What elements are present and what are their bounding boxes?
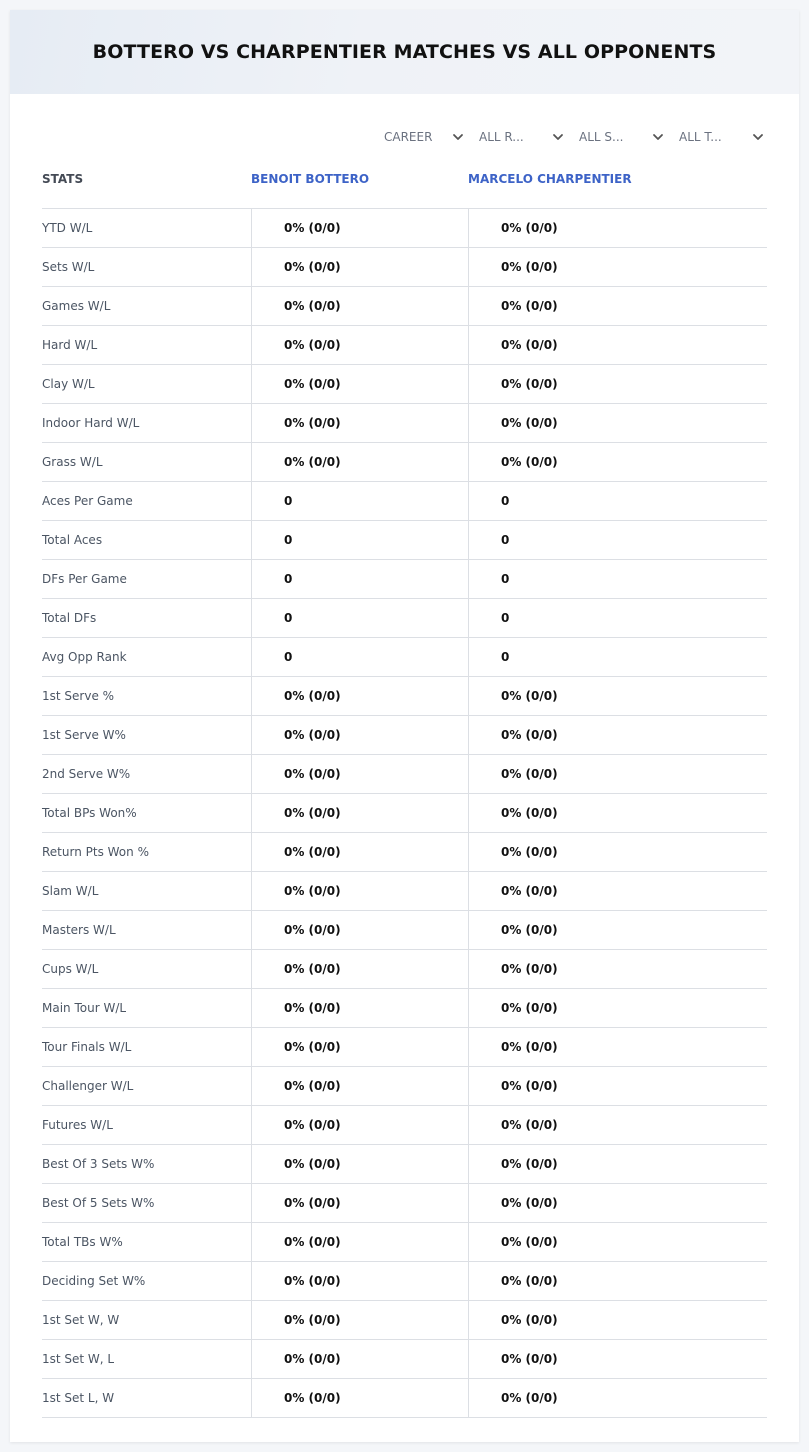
player2-value: 0 bbox=[468, 638, 767, 676]
player2-value: 0% (0/0) bbox=[468, 1379, 767, 1417]
table-row bbox=[42, 1028, 767, 1067]
stat-name: Futures W/L bbox=[42, 1118, 113, 1132]
player2-value: 0% (0/0) bbox=[468, 326, 767, 364]
stat-name: Best Of 3 Sets W% bbox=[42, 1157, 155, 1171]
table-row bbox=[42, 1145, 767, 1184]
table-row bbox=[42, 209, 767, 248]
filter-period-label: CAREER bbox=[384, 130, 433, 144]
player2-value: 0% (0/0) bbox=[468, 677, 767, 715]
player2-value: 0% (0/0) bbox=[468, 209, 767, 247]
stats-table bbox=[42, 208, 767, 1418]
table-row bbox=[42, 443, 767, 482]
player1-value: 0 bbox=[251, 521, 467, 559]
player1-value: 0% (0/0) bbox=[251, 1028, 467, 1066]
table-row bbox=[42, 794, 767, 833]
stat-name: Deciding Set W% bbox=[42, 1274, 146, 1288]
filter-surface-label: ALL S... bbox=[579, 130, 624, 144]
stats-card bbox=[10, 10, 799, 1442]
player1-value: 0% (0/0) bbox=[251, 989, 467, 1027]
player1-value: 0% (0/0) bbox=[251, 1145, 467, 1183]
player1-value: 0% (0/0) bbox=[251, 1262, 467, 1300]
player1-value: 0% (0/0) bbox=[251, 911, 467, 949]
filter-round-select[interactable] bbox=[479, 126, 564, 148]
player2-value: 0% (0/0) bbox=[468, 950, 767, 988]
filter-surface-select[interactable] bbox=[579, 126, 664, 148]
player1-value: 0% (0/0) bbox=[251, 833, 467, 871]
chevron-down-icon bbox=[452, 131, 464, 143]
table-row bbox=[42, 1340, 767, 1379]
player1-value: 0% (0/0) bbox=[251, 950, 467, 988]
table-row bbox=[42, 1184, 767, 1223]
table-row bbox=[42, 287, 767, 326]
stat-name: Sets W/L bbox=[42, 260, 95, 274]
player2-value: 0% (0/0) bbox=[468, 872, 767, 910]
stat-name: Total DFs bbox=[42, 611, 97, 625]
filter-tournament-select[interactable] bbox=[679, 126, 764, 148]
player1-value: 0% (0/0) bbox=[251, 326, 467, 364]
table-row bbox=[42, 1301, 767, 1340]
table-row bbox=[42, 1106, 767, 1145]
stat-name: 1st Set L, W bbox=[42, 1391, 115, 1405]
player1-value: 0% (0/0) bbox=[251, 872, 467, 910]
stat-name: Challenger W/L bbox=[42, 1079, 134, 1093]
player1-value: 0% (0/0) bbox=[251, 794, 467, 832]
column-header-player1[interactable]: BENOIT BOTTERO bbox=[251, 172, 370, 186]
column-header-stats: STATS bbox=[42, 172, 84, 186]
player2-value: 0% (0/0) bbox=[468, 1067, 767, 1105]
table-row bbox=[42, 1262, 767, 1301]
player2-value: 0 bbox=[468, 482, 767, 520]
player2-value: 0% (0/0) bbox=[468, 1145, 767, 1183]
player1-value: 0% (0/0) bbox=[251, 248, 467, 286]
table-row bbox=[42, 599, 767, 638]
player1-value: 0% (0/0) bbox=[251, 1184, 467, 1222]
player1-value: 0 bbox=[251, 638, 467, 676]
table-row bbox=[42, 833, 767, 872]
player2-value: 0% (0/0) bbox=[468, 248, 767, 286]
stat-name: DFs Per Game bbox=[42, 572, 127, 586]
page-header bbox=[10, 10, 799, 94]
player2-value: 0% (0/0) bbox=[468, 1301, 767, 1339]
stat-name: Best Of 5 Sets W% bbox=[42, 1196, 155, 1210]
player1-value: 0% (0/0) bbox=[251, 755, 467, 793]
table-row bbox=[42, 482, 767, 521]
table-row bbox=[42, 872, 767, 911]
stat-name: Avg Opp Rank bbox=[42, 650, 127, 664]
player1-value: 0% (0/0) bbox=[251, 716, 467, 754]
table-row bbox=[42, 911, 767, 950]
table-row bbox=[42, 1067, 767, 1106]
stat-name: Return Pts Won % bbox=[42, 845, 149, 859]
player2-value: 0% (0/0) bbox=[468, 716, 767, 754]
player1-value: 0 bbox=[251, 482, 467, 520]
table-row bbox=[42, 326, 767, 365]
player2-value: 0% (0/0) bbox=[468, 1184, 767, 1222]
table-row bbox=[42, 755, 767, 794]
table-row bbox=[42, 638, 767, 677]
player1-value: 0% (0/0) bbox=[251, 209, 467, 247]
player2-value: 0 bbox=[468, 521, 767, 559]
chevron-down-icon bbox=[652, 131, 664, 143]
stat-name: Cups W/L bbox=[42, 962, 99, 976]
chevron-down-icon bbox=[752, 131, 764, 143]
column-header-player2[interactable]: MARCELO CHARPENTIER bbox=[468, 172, 632, 186]
stat-name: Indoor Hard W/L bbox=[42, 416, 140, 430]
filter-tournament-label: ALL T... bbox=[679, 130, 722, 144]
filter-round-label: ALL R... bbox=[479, 130, 524, 144]
stat-name: 1st Serve W% bbox=[42, 728, 126, 742]
player2-value: 0% (0/0) bbox=[468, 989, 767, 1027]
player1-value: 0% (0/0) bbox=[251, 1106, 467, 1144]
table-row bbox=[42, 677, 767, 716]
player1-value: 0% (0/0) bbox=[251, 677, 467, 715]
player1-value: 0% (0/0) bbox=[251, 287, 467, 325]
player2-value: 0 bbox=[468, 599, 767, 637]
player2-value: 0% (0/0) bbox=[468, 443, 767, 481]
player2-value: 0% (0/0) bbox=[468, 794, 767, 832]
stat-name: Games W/L bbox=[42, 299, 111, 313]
stat-name: Aces Per Game bbox=[42, 494, 133, 508]
stat-name: Total Aces bbox=[42, 533, 103, 547]
player1-value: 0% (0/0) bbox=[251, 404, 467, 442]
player2-value: 0% (0/0) bbox=[468, 365, 767, 403]
page-title: BOTTERO VS CHARPENTIER MATCHES VS ALL OPPONENTS bbox=[92, 41, 717, 63]
player2-value: 0 bbox=[468, 560, 767, 598]
table-row bbox=[42, 248, 767, 287]
player2-value: 0% (0/0) bbox=[468, 404, 767, 442]
stat-name: Clay W/L bbox=[42, 377, 95, 391]
player1-value: 0% (0/0) bbox=[251, 1340, 467, 1378]
stat-name: Main Tour W/L bbox=[42, 1001, 127, 1015]
player2-value: 0% (0/0) bbox=[468, 1340, 767, 1378]
table-row bbox=[42, 989, 767, 1028]
table-row bbox=[42, 1223, 767, 1262]
player1-value: 0% (0/0) bbox=[251, 365, 467, 403]
player2-value: 0% (0/0) bbox=[468, 287, 767, 325]
player1-value: 0% (0/0) bbox=[251, 1223, 467, 1261]
table-row bbox=[42, 560, 767, 599]
table-row bbox=[42, 521, 767, 560]
filter-period-select[interactable] bbox=[384, 126, 464, 148]
player2-value: 0% (0/0) bbox=[468, 1106, 767, 1144]
stat-name: YTD W/L bbox=[42, 221, 93, 235]
chevron-down-icon bbox=[552, 131, 564, 143]
stat-name: Masters W/L bbox=[42, 923, 116, 937]
player1-value: 0% (0/0) bbox=[251, 443, 467, 481]
player2-value: 0% (0/0) bbox=[468, 1223, 767, 1261]
table-row bbox=[42, 716, 767, 755]
table-row bbox=[42, 404, 767, 443]
player1-value: 0 bbox=[251, 599, 467, 637]
player2-value: 0% (0/0) bbox=[468, 833, 767, 871]
player2-value: 0% (0/0) bbox=[468, 911, 767, 949]
stat-name: Hard W/L bbox=[42, 338, 98, 352]
table-row bbox=[42, 950, 767, 989]
table-row bbox=[42, 1379, 767, 1418]
player1-value: 0% (0/0) bbox=[251, 1067, 467, 1105]
player2-value: 0% (0/0) bbox=[468, 755, 767, 793]
table-row bbox=[42, 365, 767, 404]
stat-name: Total TBs W% bbox=[42, 1235, 123, 1249]
player1-value: 0% (0/0) bbox=[251, 1301, 467, 1339]
stat-name: 2nd Serve W% bbox=[42, 767, 131, 781]
stat-name: Grass W/L bbox=[42, 455, 103, 469]
stat-name: Slam W/L bbox=[42, 884, 99, 898]
stat-name: 1st Set W, L bbox=[42, 1352, 115, 1366]
stat-name: 1st Serve % bbox=[42, 689, 115, 703]
player1-value: 0 bbox=[251, 560, 467, 598]
player2-value: 0% (0/0) bbox=[468, 1262, 767, 1300]
filter-bar bbox=[10, 126, 799, 148]
player1-value: 0% (0/0) bbox=[251, 1379, 467, 1417]
player2-value: 0% (0/0) bbox=[468, 1028, 767, 1066]
stat-name: 1st Set W, W bbox=[42, 1313, 120, 1327]
stat-name: Tour Finals W/L bbox=[42, 1040, 132, 1054]
stat-name: Total BPs Won% bbox=[42, 806, 137, 820]
